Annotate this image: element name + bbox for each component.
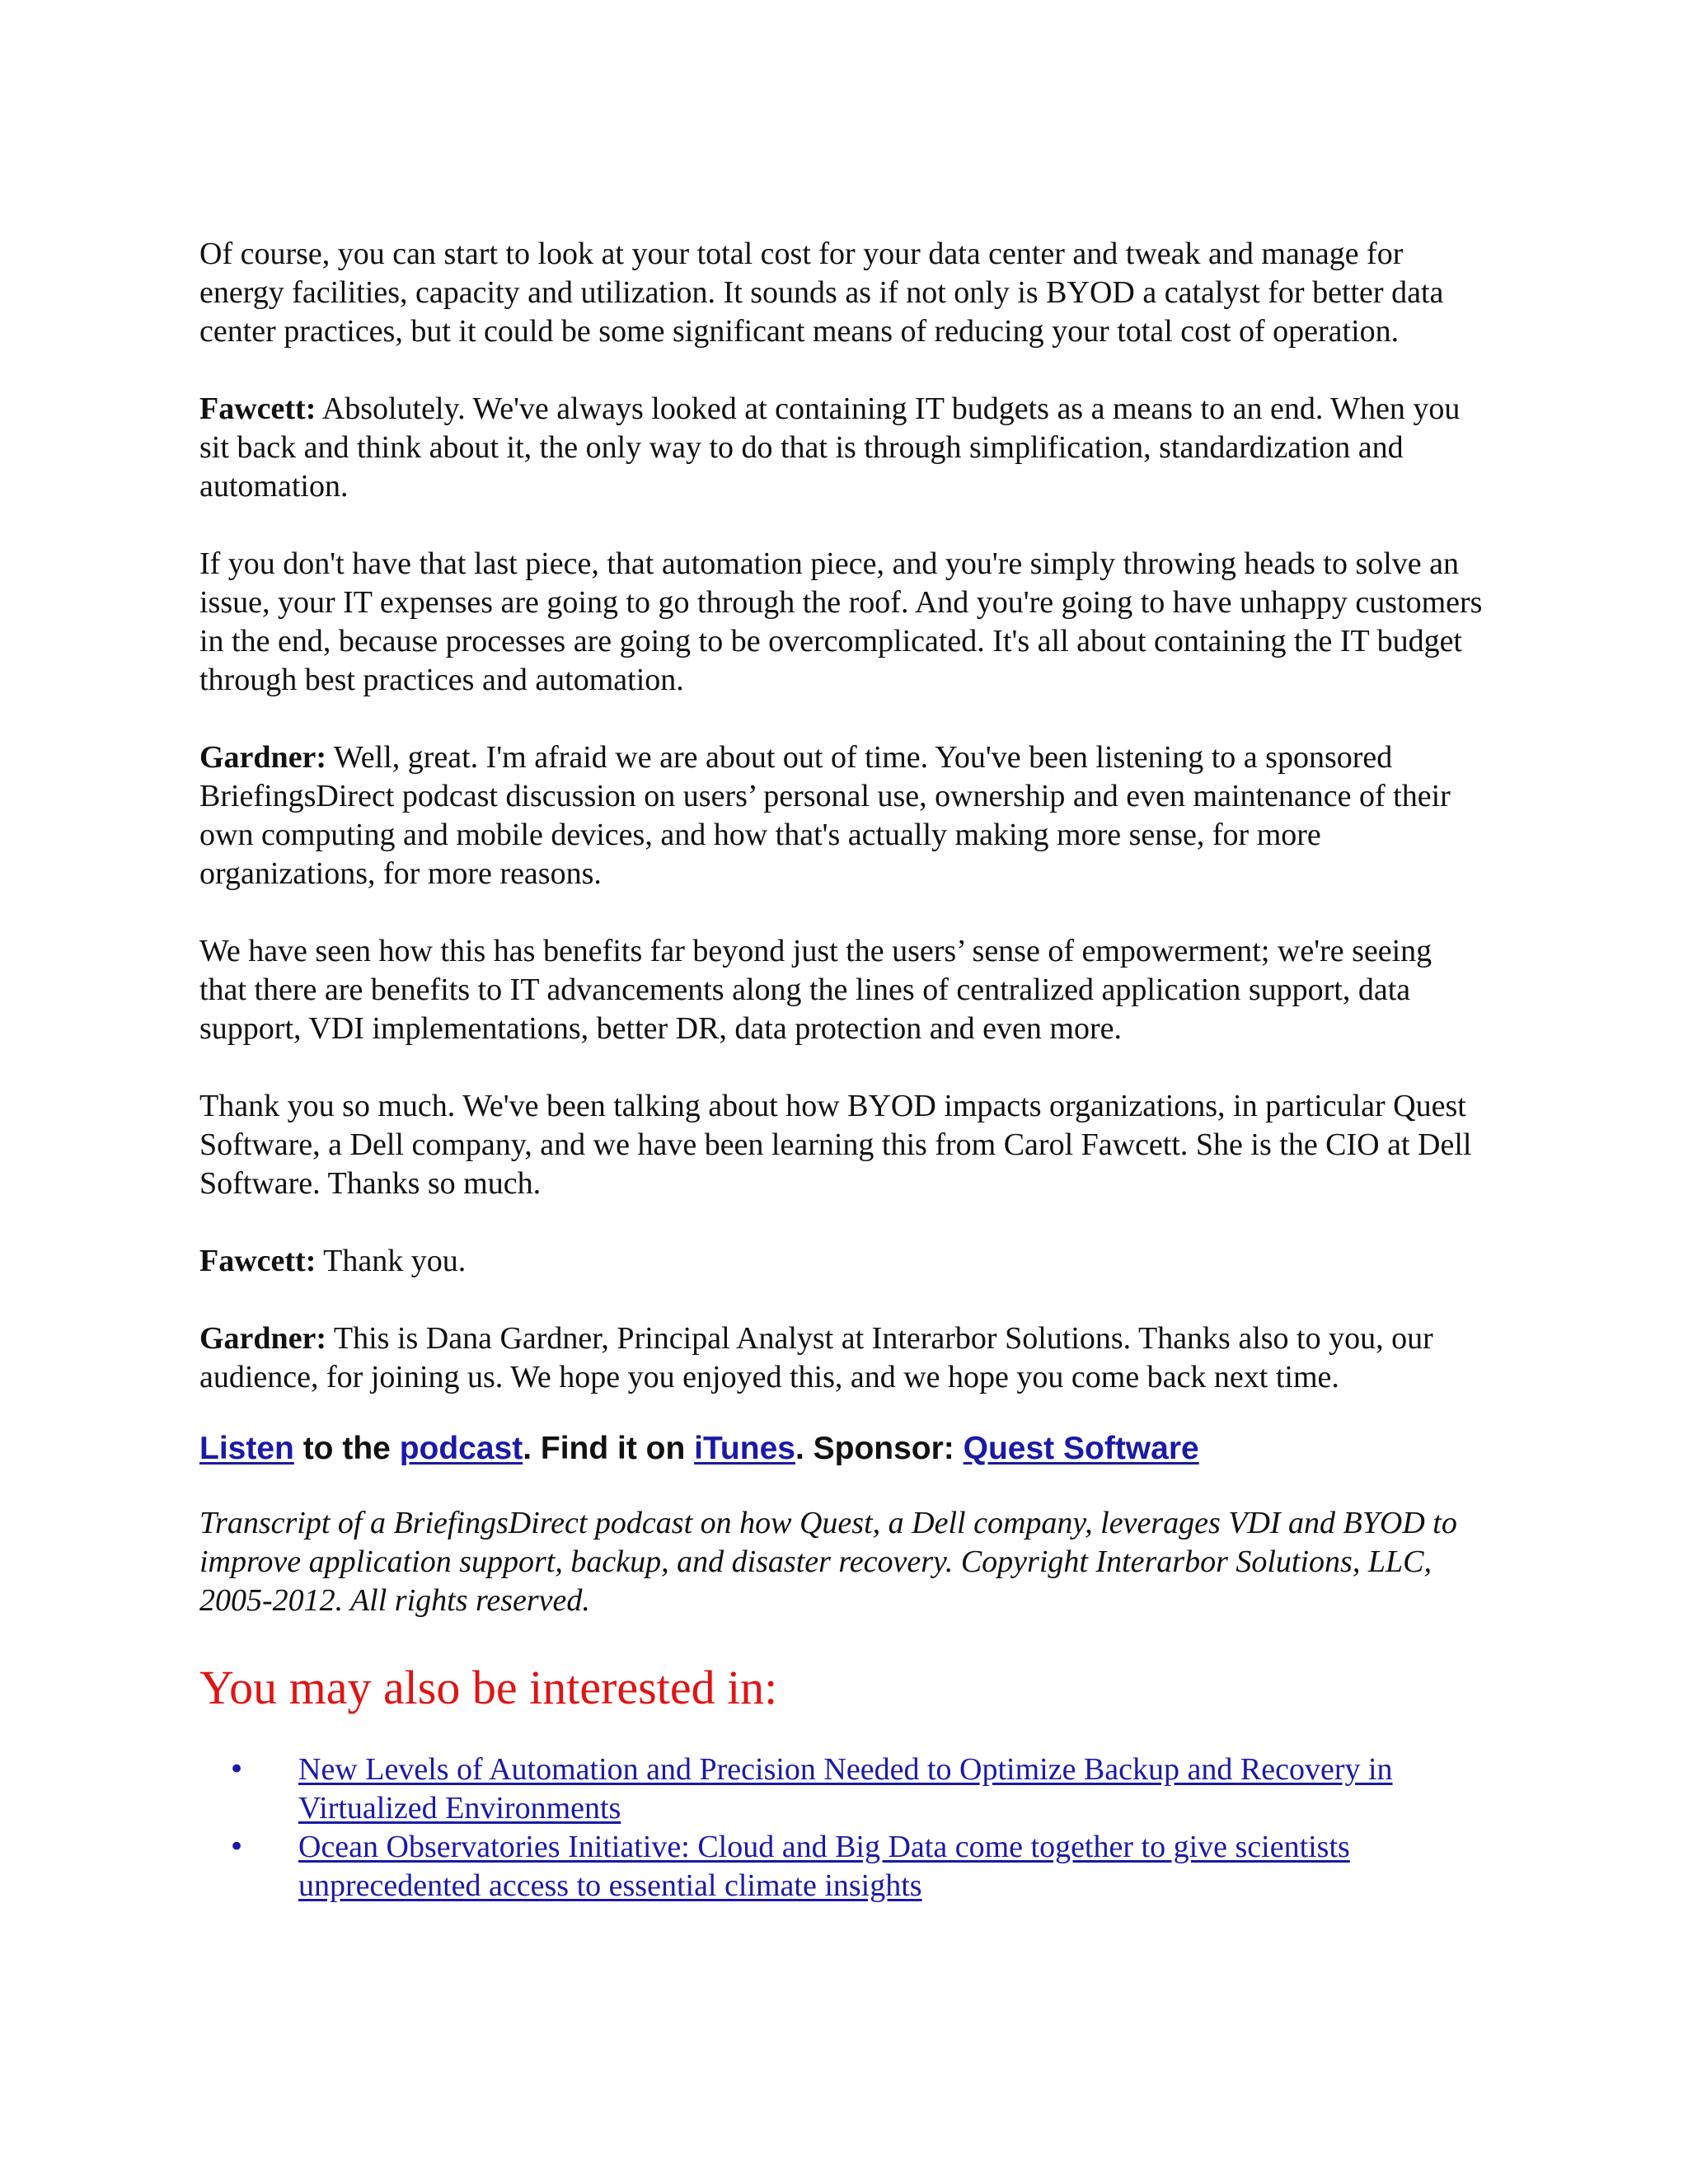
- paragraph-5: [199, 932, 1485, 1048]
- related-link-1[interactable]: New Levels of Automation and Precision Needed to Optimize Backup and Recovery in Virtualized Environments: [298, 1752, 1393, 1825]
- itunes-link[interactable]: iTunes: [694, 1431, 795, 1466]
- speaker-label: Fawcett:: [199, 1244, 316, 1278]
- paragraph-4: [199, 738, 1485, 893]
- paragraph-text: If you don't have that last piece, that automation piece, and you're simply throwing heads to solve an issue, your IT expenses are going to go through the roof. And you're going to have unhappy customers in the end, because processes are going to be overcomplicated. It's all about containing the IT budget through best practices and automation.: [199, 546, 1483, 697]
- links-text: to the: [293, 1431, 400, 1466]
- paragraph-text: We have seen how this has benefits far beyond just the users’ sense of empowerment; we're seeing that there are benefits to IT advancements along the lines of centralized application support, data support, VDI implementations, better DR, data protection and even more.: [199, 934, 1432, 1046]
- paragraph-1: [199, 235, 1485, 351]
- related-heading: You may also be interested in:: [199, 1661, 778, 1714]
- speaker-label: Fawcett:: [199, 391, 316, 426]
- list-item: [199, 1750, 1485, 1828]
- bullet-icon: •: [228, 1753, 246, 1786]
- list-item: [199, 1828, 1485, 1905]
- paragraph-text: Of course, you can start to look at your total cost for your data center and tweak and manage for energy facilities, capacity and utilization. It sounds as if not only is BYOD a catalyst for better data center practices, but it could be some significant means of reducing your total cost of operation.: [199, 237, 1444, 349]
- listen-link[interactable]: Listen: [199, 1431, 294, 1466]
- links-text: . Find it on: [523, 1431, 695, 1466]
- paragraph-text: Thank you so much. We've been talking about how BYOD impacts organizations, in particular Quest Software, a Dell company, and we have been learning this from Carol Fawcett. She is the CIO at Dell Software. Thanks so much.: [199, 1089, 1472, 1201]
- transcript-body: [199, 235, 1485, 1905]
- paragraph-text: This is Dana Gardner, Principal Analyst at Interarbor Solutions. Thanks also to you, our audience, for joining us. We hope you enjoyed this, and we hope you come back next time.: [199, 1321, 1433, 1394]
- paragraph-8: [199, 1319, 1485, 1397]
- podcast-link[interactable]: podcast: [399, 1431, 523, 1466]
- podcast-links-line: [199, 1428, 1485, 1469]
- paragraph-text: Well, great. I'm afraid we are about out of time. You've been listening to a sponsored BriefingsDirect podcast discussion on users’ personal use, ownership and even maintenance of their own computing and mobile devices, and how that's actually making more sense, for more organizations, for more reasons.: [199, 740, 1451, 891]
- paragraph-7: [199, 1242, 1485, 1281]
- bullet-icon: •: [228, 1830, 246, 1863]
- related-list: [199, 1750, 1485, 1905]
- sponsor-link[interactable]: Quest Software: [963, 1431, 1199, 1466]
- speaker-label: Gardner:: [199, 1321, 327, 1356]
- speaker-label: Gardner:: [199, 740, 327, 775]
- links-text: . Sponsor:: [795, 1431, 964, 1466]
- transcript-copyright-note: Transcript of a BriefingsDirect podcast on how Quest, a Dell company, leverages VDI and BYOD to improve application support, backup, and disaster recovery. Copyright Interarbor Solutions, LLC, 2005-2012. All rights reserved.: [199, 1506, 1457, 1618]
- paragraph-text: Absolutely. We've always looked at containing IT budgets as a means to an end. When you sit back and think about it, the only way to do that is through simplification, standardization and automation.: [199, 391, 1461, 504]
- paragraph-6: [199, 1087, 1485, 1203]
- paragraph-3: [199, 545, 1485, 700]
- paragraph-text: Thank you.: [316, 1244, 467, 1278]
- paragraph-2: [199, 390, 1485, 506]
- related-link-2[interactable]: Ocean Observatories Initiative: Cloud and Big Data come together to give scientists unprecedented access to essential climate insights: [298, 1830, 1350, 1903]
